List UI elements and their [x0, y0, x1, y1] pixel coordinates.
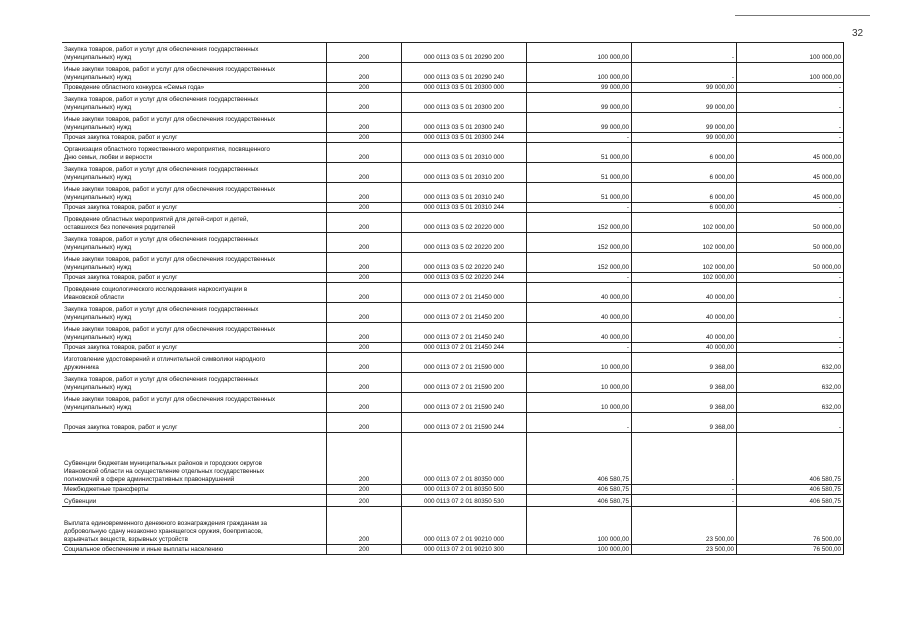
- table-row: [62, 133, 844, 143]
- approved-amount: 100 000,00: [527, 507, 632, 545]
- row-name: Закупка товаров, работ и услуг для обеспечения государственных (муниципальных) нужд: [62, 163, 327, 183]
- budget-code: 000 0113 07 2 01 80350 530: [402, 495, 527, 507]
- row-name: Закупка товаров, работ и услуг для обеспечения государственных (муниципальных) нужд: [62, 233, 327, 253]
- budget-code: 000 0113 03 5 02 20220 240: [402, 253, 527, 273]
- table-row: [62, 343, 844, 353]
- table-row: [62, 433, 844, 485]
- admin-code: 200: [327, 495, 402, 507]
- executed-amount: -: [632, 63, 737, 83]
- executed-amount: 6 000,00: [632, 203, 737, 213]
- approved-amount: 100 000,00: [527, 63, 632, 83]
- approved-amount: 40 000,00: [527, 303, 632, 323]
- unexecuted-amount: -: [737, 283, 844, 303]
- approved-amount: 100 000,00: [527, 43, 632, 63]
- unexecuted-amount: 406 580,75: [737, 485, 844, 495]
- unexecuted-amount: 50 000,00: [737, 253, 844, 273]
- table-row: [62, 253, 844, 273]
- unexecuted-amount: -: [737, 343, 844, 353]
- executed-amount: 99 000,00: [632, 113, 737, 133]
- row-name: Изготовление удостоверений и отличительной символики народного дружинника: [62, 353, 327, 373]
- budget-code: 000 0113 03 5 01 20300 200: [402, 93, 527, 113]
- admin-code: 200: [327, 163, 402, 183]
- unexecuted-amount: -: [737, 93, 844, 113]
- unexecuted-amount: -: [737, 83, 844, 93]
- admin-code: 200: [327, 507, 402, 545]
- executed-amount: 6 000,00: [632, 163, 737, 183]
- executed-amount: -: [632, 43, 737, 63]
- unexecuted-amount: -: [737, 303, 844, 323]
- budget-code: 000 0113 07 2 01 21590 200: [402, 373, 527, 393]
- admin-code: 200: [327, 273, 402, 283]
- unexecuted-amount: -: [737, 133, 844, 143]
- approved-amount: 152 000,00: [527, 253, 632, 273]
- table-row: [62, 545, 844, 555]
- row-name: Иные закупки товаров, работ и услуг для обеспечения государственных (муниципальных) нужд: [62, 323, 327, 343]
- table-row: [62, 233, 844, 253]
- executed-amount: 99 000,00: [632, 83, 737, 93]
- executed-amount: 99 000,00: [632, 93, 737, 113]
- unexecuted-amount: 406 580,75: [737, 495, 844, 507]
- executed-amount: 102 000,00: [632, 253, 737, 273]
- executed-amount: 102 000,00: [632, 273, 737, 283]
- table-row: [62, 93, 844, 113]
- approved-amount: 99 000,00: [527, 93, 632, 113]
- budget-code: 000 0113 03 5 01 20310 240: [402, 183, 527, 203]
- table-row: [62, 63, 844, 83]
- row-name: Прочая закупка товаров, работ и услуг: [62, 413, 327, 433]
- budget-code: 000 0113 03 5 01 20290 200: [402, 43, 527, 63]
- executed-amount: 9 368,00: [632, 353, 737, 373]
- table-row: [62, 373, 844, 393]
- admin-code: 200: [327, 545, 402, 555]
- admin-code: 200: [327, 413, 402, 433]
- admin-code: 200: [327, 323, 402, 343]
- approved-amount: -: [527, 273, 632, 283]
- admin-code: 200: [327, 133, 402, 143]
- table-row: [62, 113, 844, 133]
- admin-code: 200: [327, 83, 402, 93]
- table-row: [62, 143, 844, 163]
- row-name: Организация областного торжественного мероприятия, посвященного Дню семьи, любви и верности: [62, 143, 327, 163]
- table-row: [62, 183, 844, 203]
- executed-amount: -: [632, 433, 737, 485]
- admin-code: 200: [327, 143, 402, 163]
- approved-amount: 40 000,00: [527, 323, 632, 343]
- row-name: Проведение областного конкурса «Семья года»: [62, 83, 327, 93]
- row-name: Выплата единовременного денежного вознаграждения гражданам за добровольную сдачу незаконно хранящегося оружия, боеприпасов, взрывчатых веществ, взрывных устройств: [62, 507, 327, 545]
- admin-code: 200: [327, 203, 402, 213]
- executed-amount: -: [632, 485, 737, 495]
- approved-amount: -: [527, 203, 632, 213]
- table-row: [62, 323, 844, 343]
- admin-code: 200: [327, 353, 402, 373]
- admin-code: 200: [327, 303, 402, 323]
- budget-code: 000 0113 03 5 01 20310 000: [402, 143, 527, 163]
- approved-amount: -: [527, 413, 632, 433]
- table-row: [62, 495, 844, 507]
- approved-amount: -: [527, 133, 632, 143]
- budget-code: 000 0113 07 2 01 21590 240: [402, 393, 527, 413]
- executed-amount: 9 368,00: [632, 413, 737, 433]
- admin-code: 200: [327, 283, 402, 303]
- unexecuted-amount: 76 500,00: [737, 507, 844, 545]
- unexecuted-amount: 100 000,00: [737, 63, 844, 83]
- approved-amount: 51 000,00: [527, 143, 632, 163]
- budget-code: 000 0113 03 5 01 20300 244: [402, 133, 527, 143]
- table-row: [62, 485, 844, 495]
- budget-code: 000 0113 07 2 01 21450 244: [402, 343, 527, 353]
- executed-amount: 40 000,00: [632, 323, 737, 343]
- budget-code: 000 0113 07 2 01 90210 300: [402, 545, 527, 555]
- budget-code: 000 0113 03 5 01 20300 240: [402, 113, 527, 133]
- executed-amount: 23 500,00: [632, 545, 737, 555]
- budget-code: 000 0113 03 5 02 20220 244: [402, 273, 527, 283]
- row-name: Иные закупки товаров, работ и услуг для обеспечения государственных (муниципальных) нужд: [62, 183, 327, 203]
- unexecuted-amount: 406 580,75: [737, 433, 844, 485]
- executed-amount: 6 000,00: [632, 183, 737, 203]
- row-name: Закупка товаров, работ и услуг для обеспечения государственных (муниципальных) нужд: [62, 43, 327, 63]
- executed-amount: 40 000,00: [632, 343, 737, 353]
- executed-amount: 99 000,00: [632, 133, 737, 143]
- executed-amount: 102 000,00: [632, 233, 737, 253]
- unexecuted-amount: -: [737, 113, 844, 133]
- unexecuted-amount: 45 000,00: [737, 163, 844, 183]
- executed-amount: 102 000,00: [632, 213, 737, 233]
- admin-code: 200: [327, 253, 402, 273]
- budget-table: [62, 42, 844, 555]
- row-name: Проведение областных мероприятий для детей-сирот и детей, оставшихся без попечения родителей: [62, 213, 327, 233]
- page-number: 32: [852, 28, 864, 39]
- approved-amount: 99 000,00: [527, 113, 632, 133]
- table-row: [62, 507, 844, 545]
- executed-amount: 40 000,00: [632, 303, 737, 323]
- row-name: Иные закупки товаров, работ и услуг для обеспечения государственных (муниципальных) нужд: [62, 63, 327, 83]
- unexecuted-amount: -: [737, 413, 844, 433]
- executed-amount: 23 500,00: [632, 507, 737, 545]
- unexecuted-amount: -: [737, 273, 844, 283]
- unexecuted-amount: 45 000,00: [737, 143, 844, 163]
- budget-code: 000 0113 03 5 01 20310 200: [402, 163, 527, 183]
- table-row: [62, 283, 844, 303]
- row-name: Прочая закупка товаров, работ и услуг: [62, 273, 327, 283]
- approved-amount: -: [527, 343, 632, 353]
- budget-code: 000 0113 07 2 01 21590 000: [402, 353, 527, 373]
- admin-code: 200: [327, 373, 402, 393]
- admin-code: 200: [327, 213, 402, 233]
- unexecuted-amount: 632,00: [737, 373, 844, 393]
- table-row: [62, 393, 844, 413]
- row-name: Субвенции бюджетам муниципальных районов и городских округов Ивановской области на осуществление отдельных государственных полномочий в сфере административных правонарушений: [62, 433, 327, 485]
- row-name: Прочая закупка товаров, работ и услуг: [62, 203, 327, 213]
- budget-code: 000 0113 07 2 01 21450 240: [402, 323, 527, 343]
- admin-code: 200: [327, 393, 402, 413]
- row-name: Закупка товаров, работ и услуг для обеспечения государственных (муниципальных) нужд: [62, 93, 327, 113]
- table-row: [62, 353, 844, 373]
- unexecuted-amount: 45 000,00: [737, 183, 844, 203]
- admin-code: 200: [327, 183, 402, 203]
- budget-code: 000 0113 03 5 02 20220 200: [402, 233, 527, 253]
- budget-code: 000 0113 07 2 01 80350 500: [402, 485, 527, 495]
- row-name: Закупка товаров, работ и услуг для обеспечения государственных (муниципальных) нужд: [62, 303, 327, 323]
- unexecuted-amount: 50 000,00: [737, 233, 844, 253]
- unexecuted-amount: -: [737, 323, 844, 343]
- table-row: [62, 163, 844, 183]
- approved-amount: 10 000,00: [527, 353, 632, 373]
- row-name: Социальное обеспечение и иные выплаты населению: [62, 545, 327, 555]
- row-name: Иные закупки товаров, работ и услуг для обеспечения государственных (муниципальных) нужд: [62, 253, 327, 273]
- budget-code: 000 0113 03 5 01 20290 240: [402, 63, 527, 83]
- approved-amount: 100 000,00: [527, 545, 632, 555]
- table-row: [62, 83, 844, 93]
- row-name: Закупка товаров, работ и услуг для обеспечения государственных (муниципальных) нужд: [62, 373, 327, 393]
- approved-amount: 99 000,00: [527, 83, 632, 93]
- budget-code: 000 0113 03 5 01 20300 000: [402, 83, 527, 93]
- unexecuted-amount: 632,00: [737, 393, 844, 413]
- executed-amount: -: [632, 495, 737, 507]
- unexecuted-amount: 76 500,00: [737, 545, 844, 555]
- budget-code: 000 0113 03 5 01 20310 244: [402, 203, 527, 213]
- unexecuted-amount: 50 000,00: [737, 213, 844, 233]
- row-name: Субвенции: [62, 495, 327, 507]
- executed-amount: 9 368,00: [632, 393, 737, 413]
- approved-amount: 152 000,00: [527, 233, 632, 253]
- budget-code: 000 0113 07 2 01 90210 000: [402, 507, 527, 545]
- approved-amount: 51 000,00: [527, 163, 632, 183]
- table-row: [62, 273, 844, 283]
- row-name: Межбюджетные трансферты: [62, 485, 327, 495]
- approved-amount: 406 580,75: [527, 495, 632, 507]
- table-row: [62, 413, 844, 433]
- admin-code: 200: [327, 433, 402, 485]
- approved-amount: 152 000,00: [527, 213, 632, 233]
- admin-code: 200: [327, 343, 402, 353]
- admin-code: 200: [327, 93, 402, 113]
- table-row: [62, 203, 844, 213]
- approved-amount: 10 000,00: [527, 393, 632, 413]
- approved-amount: 406 580,75: [527, 433, 632, 485]
- table-row: [62, 303, 844, 323]
- approved-amount: 406 580,75: [527, 485, 632, 495]
- budget-code: 000 0113 07 2 01 80350 000: [402, 433, 527, 485]
- admin-code: 200: [327, 233, 402, 253]
- budget-code: 000 0113 03 5 02 20220 000: [402, 213, 527, 233]
- table-row: [62, 213, 844, 233]
- budget-code: 000 0113 07 2 01 21450 000: [402, 283, 527, 303]
- admin-code: 200: [327, 63, 402, 83]
- top-rule: [735, 15, 870, 16]
- executed-amount: 40 000,00: [632, 283, 737, 303]
- unexecuted-amount: -: [737, 203, 844, 213]
- row-name: Прочая закупка товаров, работ и услуг: [62, 133, 327, 143]
- executed-amount: 6 000,00: [632, 143, 737, 163]
- budget-code: 000 0113 07 2 01 21450 200: [402, 303, 527, 323]
- approved-amount: 51 000,00: [527, 183, 632, 203]
- budget-code: 000 0113 07 2 01 21590 244: [402, 413, 527, 433]
- row-name: Иные закупки товаров, работ и услуг для обеспечения государственных (муниципальных) нужд: [62, 393, 327, 413]
- table-row: [62, 43, 844, 63]
- admin-code: 200: [327, 485, 402, 495]
- unexecuted-amount: 100 000,00: [737, 43, 844, 63]
- row-name: Иные закупки товаров, работ и услуг для обеспечения государственных (муниципальных) нужд: [62, 113, 327, 133]
- approved-amount: 10 000,00: [527, 373, 632, 393]
- admin-code: 200: [327, 113, 402, 133]
- approved-amount: 40 000,00: [527, 283, 632, 303]
- admin-code: 200: [327, 43, 402, 63]
- executed-amount: 9 368,00: [632, 373, 737, 393]
- row-name: Прочая закупка товаров, работ и услуг: [62, 343, 327, 353]
- unexecuted-amount: 632,00: [737, 353, 844, 373]
- row-name: Проведение социологического исследования наркоситуации в Ивановской области: [62, 283, 327, 303]
